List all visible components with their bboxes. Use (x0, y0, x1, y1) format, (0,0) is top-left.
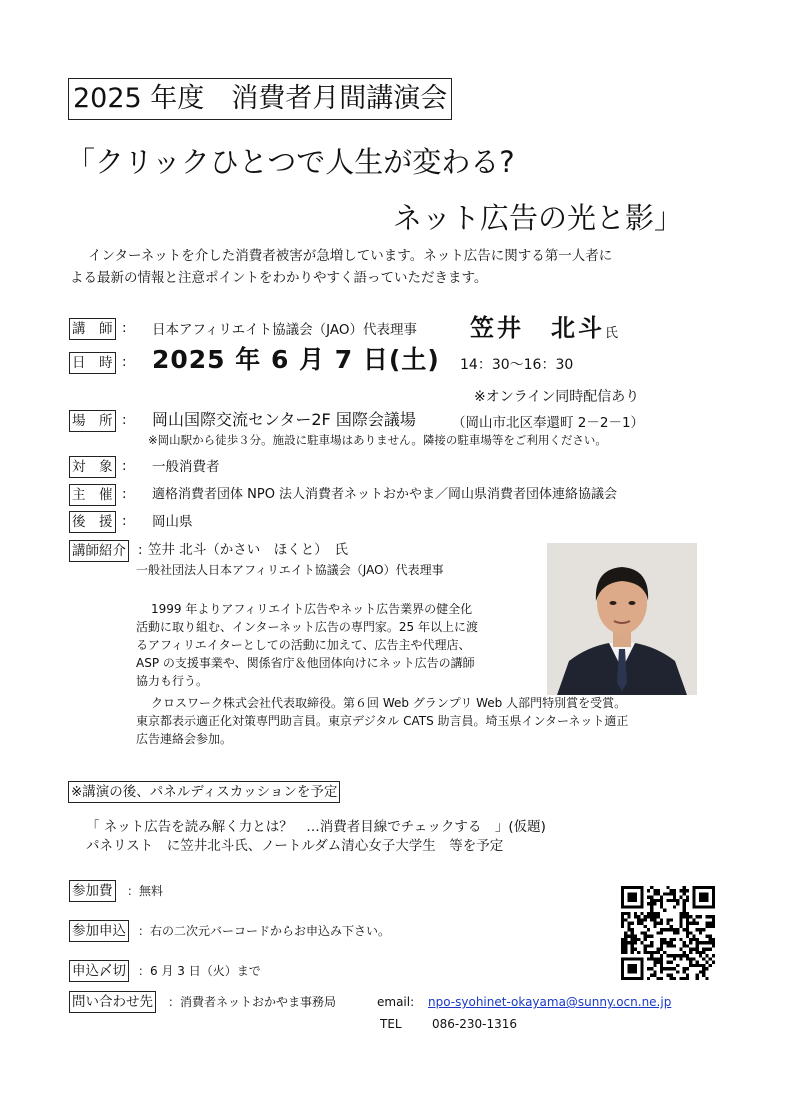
event-title: 2025 年度 消費者月間講演会 (68, 78, 452, 120)
support-label: 後 援 (69, 511, 116, 533)
panel-panelists: パネリスト に笠井北斗氏、ノートルダム清心女子大学生 等を予定 (86, 838, 504, 854)
headline-line-2: ネット広告の光と影」 (393, 201, 684, 235)
fee-label: 参加費 (69, 880, 116, 902)
speaker-suffix: 氏 (605, 326, 619, 341)
contact-tel-label: TEL (380, 1017, 402, 1031)
profile-p1-line-1: 1999 年よりアフィリエイト広告やネット広告業界の健全化 (151, 602, 473, 616)
panel-topic: 「 ネット広告を読み解く力とは？ …消費者目線でチェックする 」(仮題) (86, 819, 546, 835)
speaker-colon: : (122, 320, 127, 336)
speaker-label: 講 師 (69, 318, 116, 340)
support-colon: : (122, 513, 127, 529)
apply-label: 参加申込 (69, 920, 129, 942)
contact-email-label: email: (377, 995, 415, 1009)
speaker-photo (547, 543, 697, 695)
venue-label: 場 所 (69, 410, 116, 432)
profile-name: 笠井 北斗（かさい ほくと） 氏 (148, 542, 349, 558)
online-note: ※オンライン同時配信あり (474, 389, 640, 405)
apply-value: ：右の二次元バーコードからお申込み下さい。 (138, 924, 391, 938)
fee-value: ：無料 (127, 884, 164, 898)
organizer-value: 適格消費者団体 NPO 法人消費者ネットおかやま／岡山県消費者団体連絡協議会 (152, 487, 618, 502)
deadline-value: ：6 月 3 日（火）まで (138, 964, 261, 978)
venue-colon: : (122, 412, 127, 428)
contact-org: ：消費者ネットおかやま事務局 (168, 995, 337, 1009)
qr-code-icon[interactable] (621, 886, 715, 980)
audience-value: 一般消費者 (152, 459, 220, 475)
audience-colon: : (122, 458, 127, 474)
support-value: 岡山県 (152, 514, 193, 530)
datetime-label: 日 時 (69, 352, 116, 374)
event-date: 2025 年 6 月 7 日(土) (152, 345, 440, 374)
headline-line-1: 「クリックひとつで人生が変わる? (66, 145, 515, 179)
deadline-label: 申込〆切 (69, 960, 129, 982)
venue-address: （岡山市北区奉還町 2－2－1） (452, 415, 645, 431)
speaker-name: 笠井 北斗 (470, 314, 605, 342)
profile-p2-line-2: 東京都表示適正化対策専門助言員。東京デジタル CATS 助言員。埼玉県インターネット適正 (136, 714, 629, 728)
venue-name: 岡山国際交流センター2F 国際会議場 (152, 410, 416, 429)
organizer-label: 主 催 (69, 484, 116, 506)
contact-label: 問い合わせ先 (69, 991, 156, 1013)
profile-p2-line-1: クロスワーク株式会社代表取締役。第６回 Web グランプリ Web 人部門特別賞を受賞。 (151, 696, 627, 710)
intro-line-2: よる最新の情報と注意ポイントをわかりやすく語っていただきます。 (70, 270, 488, 286)
event-time: 14：30～16：30 (460, 357, 574, 373)
speaker-portrait-illustration (547, 543, 697, 695)
datetime-colon: : (122, 354, 127, 370)
contact-email-link[interactable]: npo-syohinet-okayama@sunny.ocn.ne.jp (428, 995, 672, 1009)
profile-p2-line-3: 広告連絡会参加。 (136, 732, 233, 746)
profile-p1-line-5: 協力も行う。 (136, 674, 209, 688)
panel-discussion-label: ※講演の後、パネルディスカッションを予定 (68, 781, 340, 803)
venue-note: ※岡山駅から徒歩３分。施設に駐車場はありません。隣接の駐車場等をご利用ください。 (148, 433, 607, 447)
speaker-org: 日本アフィリエイト協議会（JAO）代表理事 (152, 322, 418, 338)
profile-p1-line-3: るアフィリエイターとしての活動に加えて、広告主や代理店、 (136, 638, 471, 652)
audience-label: 対 象 (69, 456, 116, 478)
profile-title: 一般社団法人日本アフィリエイト協議会（JAO）代表理事 (136, 563, 444, 577)
profile-p1-line-2: 活動に取り組む、インターネット広告の専門家。25 年以上に渡 (136, 620, 479, 634)
intro-line-1: インターネットを介した消費者被害が急増しています。ネット広告に関する第一人者に (88, 248, 613, 264)
qr-code-graphic (621, 886, 715, 980)
organizer-colon: : (122, 486, 127, 502)
profile-label: 講師紹介 (69, 540, 129, 562)
profile-p1-line-4: ASP の支援事業や、関係省庁＆他団体向けにネット広告の講師 (136, 656, 475, 670)
profile-colon: : (138, 542, 143, 558)
contact-tel: 086-230-1316 (432, 1017, 518, 1031)
